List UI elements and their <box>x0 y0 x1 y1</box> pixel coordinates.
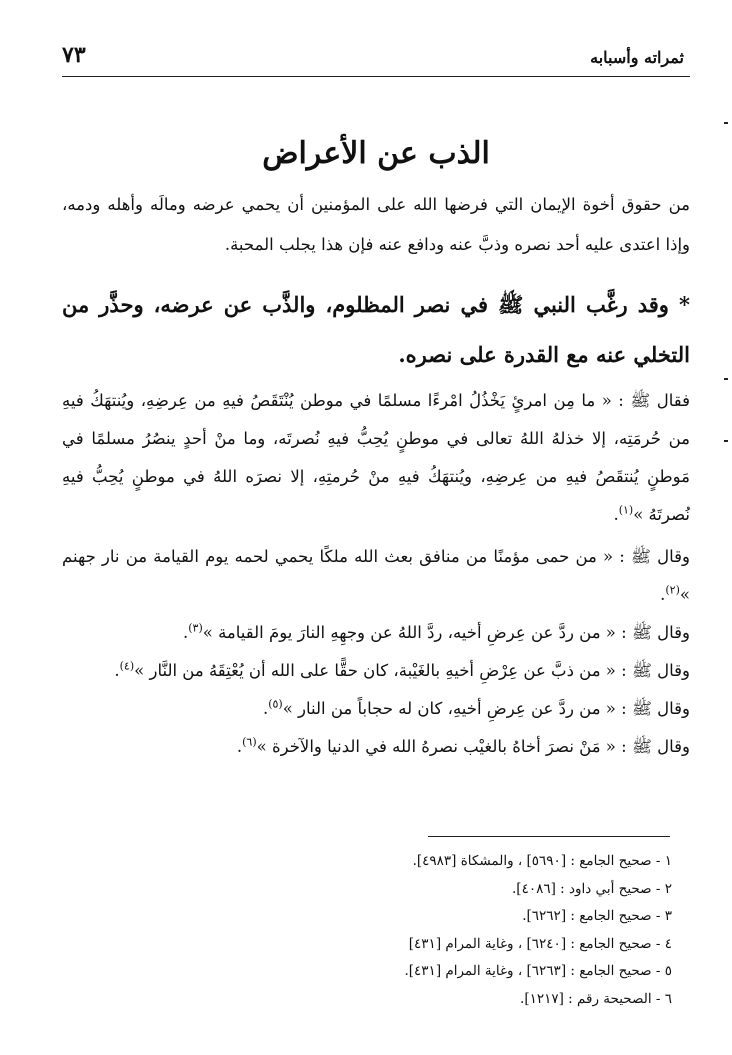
footnote-item: ٤ - صحيح الجامع : [٦٢٤٠] ، وغاية المرام [٤٣١] <box>408 935 672 952</box>
page-number: ٧٣ <box>62 42 86 68</box>
hadith-text: وقال ﷺ : « من ردَّ عن عِرضِ أخيهِ، كان له حجاباً من النار » <box>282 699 690 718</box>
hadith-text: فقال ﷺ : « ما مِن امرئٍ يَخْذُلُ امْرءًا مسلمًا في موطن يُنْتَقَصُ فيهِ من عِرضِهِ، ويُنتهَكُ فيهِ من حُرمَتِه، إلا خذلهُ اللهُ تعالى في موطنٍ يُحِبُّ فيهِ نُصرتَه، وما منْ أحدٍ ينصُرُ مسلمًا في مَوطنٍ يُنتقَصُ فيهِ من عِرضِهِ، ويُنتهَكُ فيهِ منْ حُرمتِهِ، إلا نصرَه اللهُ في موطنٍ يُحِبُّ فيهِ نُصرتَهُ » <box>62 391 690 524</box>
scan-mark <box>724 378 728 380</box>
section-heading: الذب عن الأعراض <box>262 136 490 171</box>
scan-mark <box>724 122 728 124</box>
scan-mark <box>724 440 728 442</box>
hadith-list <box>62 382 690 766</box>
emphasis-paragraph: * وقد رغَّب النبي ﷺ في نصر المظلوم، والذَّب عن عرضه، وحذَّر من التخلي عنه مع القدرة على نصره. <box>62 292 690 367</box>
running-title: ثمراته وأسبابه <box>590 48 684 67</box>
footnote-item: ١ - صحيح الجامع : [٥٦٩٠] ، والمشكاة [٤٩٨٣]. <box>412 853 672 869</box>
footnote-item: ٥ - صحيح الجامع : [٦٢٦٣] ، وغاية المرام [٤٣١]. <box>404 963 672 979</box>
hadith-text: وقال ﷺ : « مَنْ نصرَ أخاهُ بالغيْب نصرهُ الله في الدنيا والآخرة » <box>256 737 690 756</box>
footnote-ref: (٢) <box>665 583 680 597</box>
footnote-ref: (٦) <box>242 735 257 749</box>
hadith-quote: وقال ﷺ : « من ذبَّ عن عِرْضِ أخيهِ بالغَيْبة، كان حقًّا على الله أن يُعْتِقَهُ من النَّار »$^{(٤)}$. <box>114 659 690 680</box>
footnote-item: ٣ - صحيح الجامع : [٦٢٦٢]. <box>522 908 672 924</box>
footnote-ref: (٣) <box>188 621 203 635</box>
hadith-text: وقال ﷺ : « من ردَّ عن عِرضِ أخيه، ردَّ اللهُ عن وجهِهِ النارَ يومَ القيامة » <box>202 623 690 642</box>
intro-paragraph: من حقوق أخوة الإيمان التي فرضها الله على المؤمنين أن يحمي عرضه ومالَه وأهله ودمه، وإذا اعتدى عليه أحد نصره وذبَّ عنه ودافع عنه فإن هذا يجلب المحبة. <box>62 195 690 254</box>
footnote-item: ٢ - صحيح أبي داود : [٤٠٨٦]. <box>512 880 672 897</box>
footnote-ref: (١) <box>618 503 634 517</box>
footnote-ref: (٤) <box>119 659 135 673</box>
hadith-quote: وقال ﷺ : « من ردَّ عن عِرضِ أخيهِ، كان له حجاباً من النار »$^{(٥)}$. <box>262 697 690 718</box>
hadith-quote: فقال ﷺ : « ما مِن امرئٍ يَخْذُلُ امْرءًا مسلمًا في موطن يُنْتَقَصُ فيهِ من عِرضِهِ، ويُنتهَكُ فيهِ من حُرمَتِه، إلا خذلهُ اللهُ تعالى في موطنٍ يُحِبُّ فيهِ نُصرتَه، وما منْ أحدٍ ينصُرُ مسلمًا في مَوطنٍ يُنتقَصُ فيهِ من عِرضِهِ، ويُنتهَكُ فيهِ منْ حُرمتِهِ، إلا نصرَه اللهُ في موطنٍ يُحِبُّ فيهِ نُصرتَهُ »$^{(١)}$. <box>62 391 690 524</box>
hadith-text: وقال ﷺ : « من ذبَّ عن عِرْضِ أخيهِ بالغَيْبة، كان حقًّا على الله أن يُعْتِقَهُ من النَّار » <box>134 661 690 680</box>
footnote-divider <box>428 836 670 837</box>
hadith-quote: وقال ﷺ : « مَنْ نصرَ أخاهُ بالغيْب نصرهُ الله في الدنيا والآخرة »$^{(٦)}$. <box>236 735 690 756</box>
hadith-quote: وقال ﷺ : « من ردَّ عن عِرضِ أخيه، ردَّ اللهُ عن وجهِهِ النارَ يومَ القيامة »$^{(٣)}$. <box>182 621 690 642</box>
footnote-ref: (٥) <box>268 697 283 711</box>
footnote-item: ٦ - الصحيحة رقم : [١٢١٧]. <box>520 990 672 1007</box>
running-header <box>62 40 690 77</box>
footnotes <box>252 848 672 1013</box>
hadith-quote: وقال ﷺ : « من حمى مؤمنًا من منافق بعث الله ملكًا يحمي لحمه يوم القيامة من نار جهنم »$^{(٢)}$. <box>62 547 690 604</box>
hadith-text: وقال ﷺ : « من حمى مؤمنًا من منافق بعث الله ملكًا يحمي لحمه يوم القيامة من نار جهنم » <box>62 547 690 604</box>
